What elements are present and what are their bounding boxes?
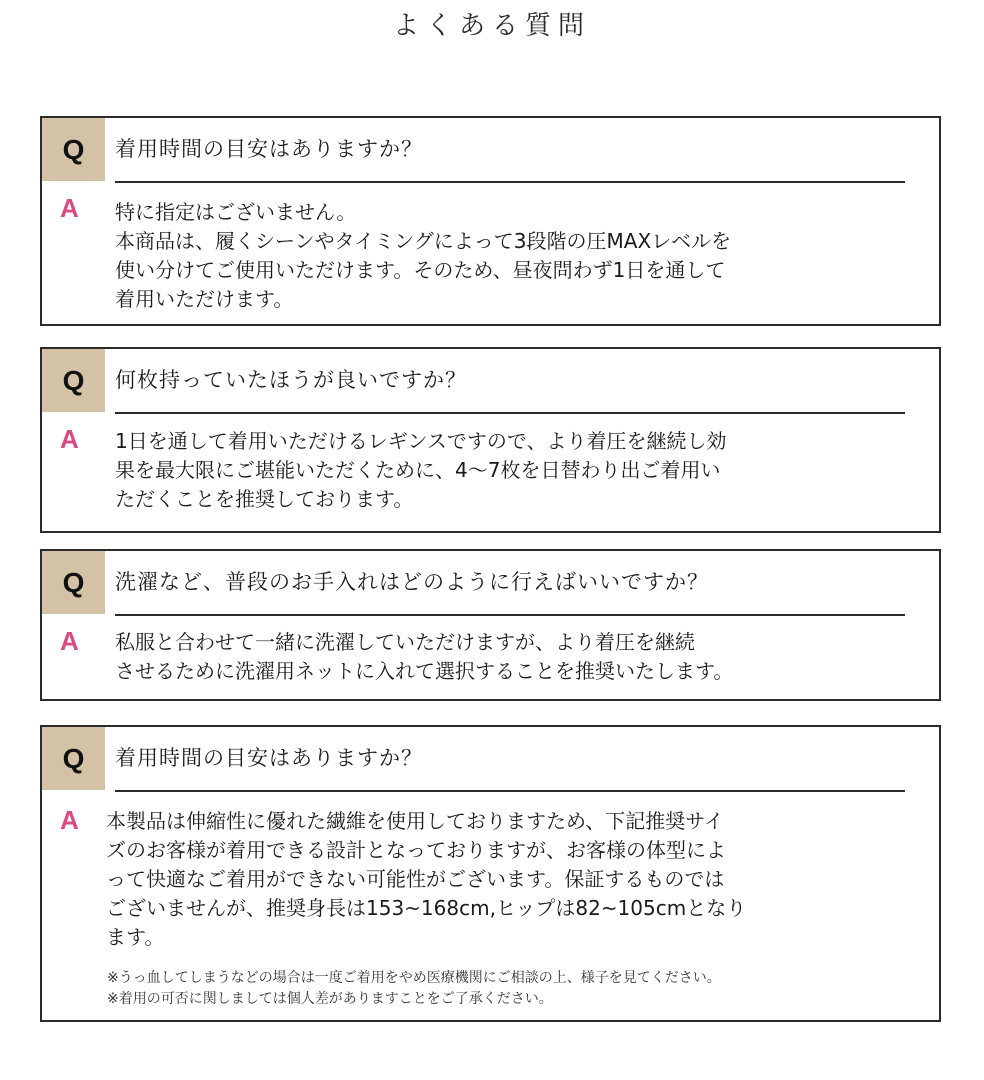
question-badge: Q <box>42 727 105 790</box>
answer-text <box>115 427 909 514</box>
answer-line: ただくことを推奨しております。 <box>115 487 414 511</box>
page-title: よくある質問 <box>392 11 591 41</box>
answer-line: させるために洗濯用ネットに入れて選択することを推奨いたします。 <box>115 659 734 683</box>
question-text: 着用時間の目安はありますか？ <box>115 727 905 792</box>
answer-text <box>106 807 909 952</box>
answer-line: 1日を通して着用いただけるレギンスですので、より着圧を継続し効 <box>115 429 727 453</box>
answer-line: ズのお客様が着用できる設計となっておりますが、お客様の体型によ <box>106 838 726 862</box>
answer-line: 果を最大限にご堪能いただくために、4〜7枚を日替わり出ご着用い <box>115 458 721 482</box>
answer-line: 使い分けてご使用いただけます。そのため、昼夜問わず1日を通して <box>115 258 726 282</box>
question-text: 洗濯など、普段のお手入れはどのように行えばいいですか？ <box>115 551 905 616</box>
answer-badge: A <box>60 424 79 454</box>
answer-badge: A <box>60 626 79 656</box>
answer-line: 本製品は伸縮性に優れた繊維を使用しておりますため、下記推奨サイ <box>106 809 724 833</box>
answer-badge: A <box>60 805 79 835</box>
notes <box>107 968 919 1010</box>
answer-badge: A <box>60 193 79 223</box>
faq-item-size <box>40 725 941 1022</box>
faq-item-care <box>40 549 941 701</box>
faq-item-quantity <box>40 347 941 533</box>
answer-text <box>115 198 909 314</box>
note-line: ※着用の可否に関しましては個人差がありますことをご了承ください。 <box>107 991 553 1007</box>
answer-text <box>115 628 909 686</box>
question-badge: Q <box>42 118 105 181</box>
question-text: 着用時間の目安はありますか？ <box>115 118 905 183</box>
answer-line: ございませんが、推奨身長は153~168cm,ヒップは82~105cmとなり <box>106 896 747 920</box>
answer-line: ます。 <box>106 925 165 949</box>
faq-item-wear-time <box>40 116 941 326</box>
answer-line: って快適なご着用ができない可能性がございます。保証するものでは <box>106 867 725 891</box>
answer-line: 本商品は、履くシーンやタイミングによって3段階の圧MAXレベルを <box>115 229 732 253</box>
question-badge: Q <box>42 551 105 614</box>
question-text: 何枚持っていたほうが良いですか？ <box>115 349 905 414</box>
answer-line: 特に指定はございません。 <box>115 200 357 224</box>
note-line: ※うっ血してしまうなどの場合は一度ご着用をやめ医療機関にご相談の上、様子を見てください。 <box>107 970 721 986</box>
question-badge: Q <box>42 349 105 412</box>
answer-line: 着用いただけます。 <box>115 287 294 311</box>
answer-line: 私服と合わせて一緒に洗濯していただけますが、より着圧を継続 <box>115 630 695 654</box>
